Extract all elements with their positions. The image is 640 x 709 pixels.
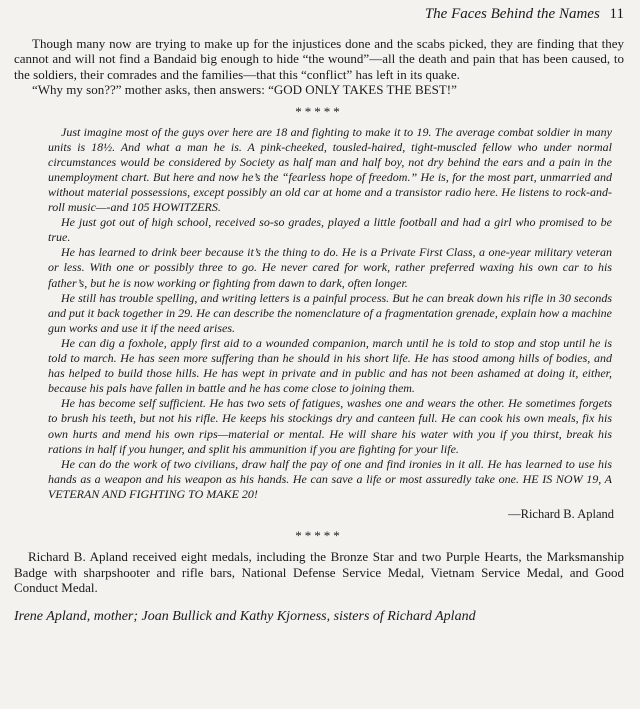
section-separator: *****	[295, 527, 343, 543]
intro-section	[14, 36, 624, 98]
family-credits: Irene Apland, mother; Joan Bullick and Kathy Kjorness, sisters of Richard Apland	[14, 608, 476, 624]
running-header	[14, 4, 624, 24]
poem-signature: —Richard B. Apland	[508, 506, 614, 521]
poem-block	[14, 125, 624, 502]
poem-paragraph: He can do the work of two civilians, draw half the pay of one and find ironies in it all. He has learned to use his hands as a weapon and his weapon as his hands. He can save a life or most assuredly take one. HE IS NOW 19, A VETERAN AND FIGHTING TO MAKE 20!	[48, 456, 612, 501]
poem-paragraph: He just got out of high school, received so-so grades, played a little football and had a girl who promised to be true.	[48, 215, 612, 245]
medals-paragraph: Richard B. Apland received eight medals, including the Bronze Star and two Purple Hearts, the Marksmanship Badge with sharpshooter and rifle bars, National Defense Service Medal, Vietnam Service Medal, and Good Conduct Medal.	[14, 548, 624, 596]
intro-paragraph: “Why my son??” mother asks, then answers: “GOD ONLY TAKES THE BEST!”	[32, 82, 457, 98]
page-number: 11	[609, 6, 624, 22]
intro-paragraph: Though many now are trying to make up for the injustices done and the scabs picked, they are finding that they cannot and will not find a Bandaid big enough to hide “the wound”—all the death and pain that has been caused, to the soldiers, their comrades and the families—that this “conflict” has left in its quake.	[14, 36, 624, 82]
poem-paragraph: He has learned to drink beer because it’s the thing to do. He is a Private First Class, a one-year military veteran or less. With one or possibly three to go. He never cared for work, rather preferred waxing his own car to his father’s, but he is now working or fighting from dawn to dark, often longer.	[48, 245, 612, 290]
poem-paragraph: He can dig a foxhole, apply first aid to a wounded companion, march until he is told to stop and stop until he is told to march. He has seen more suffering than he should in his short life. He has stood among hills of bodies, and has helped to build those hills. He has wept in private and in public and has not been ashamed at doing it, either, because his pals have fallen in battle and he has come close to joining them.	[48, 335, 612, 396]
running-title: The Faces Behind the Names	[424, 6, 600, 22]
poem-paragraph: Just imagine most of the guys over here are 18 and fighting to make it to 19. The average combat soldier in many units is 18½. And what a man he is. A pink-cheeked, tousled-haired, tight-muscled fellow who under normal circumstances would be considered by Society as half man and half boy, not dry behind the ears and a pain in the unemployment chart. But here and now he’s the “fearless hope of freedom.” He is, for the most part, unmarried and without material possessions, except possibly an old car at home and a transistor radio here. He listens to rock-and-roll music—-and 105 HOWITZERS.	[48, 124, 612, 215]
poem-paragraph: He still has trouble spelling, and writing letters is a painful process. But he can break down his rifle in 30 seconds and put it back together in 29. He can describe the nomenclature of a fragmentation grenade, explain how a machine gun works and use it if the need arises.	[48, 290, 612, 335]
poem-paragraph: He has become self sufficient. He has two sets of fatigues, washes one and wears the other. He sometimes forgets to brush his teeth, but not his rifle. He keeps his stockings dry and canteen full. He can cook his own meals, fix his own hurts and mend his own rips—material or mental. He will share his water with you if you thirst, break his rations in half if you hunger, and split his ammunition if you are fighting for your life.	[48, 396, 612, 456]
section-separator: *****	[295, 103, 343, 119]
